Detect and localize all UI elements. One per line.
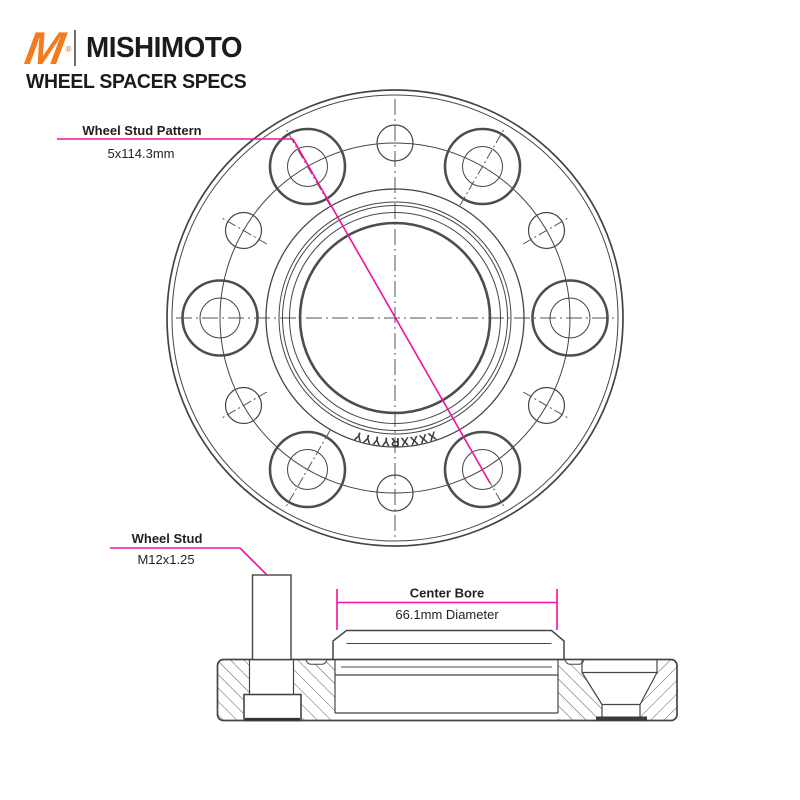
page-title: WHEEL SPACER SPECS: [26, 71, 247, 93]
etched-part-number: XXXXRYYYY: [351, 428, 439, 449]
wheel-stud-section: [244, 575, 301, 721]
stud-shaft: [253, 575, 292, 660]
relief-notches: [306, 660, 584, 665]
stud-pattern-value: 5x114.3mm: [107, 146, 175, 161]
wheel-stud-label: Wheel Stud: [131, 531, 203, 546]
brand-name: MISHIMOTO: [86, 31, 243, 64]
center-bore-value: 66.1mm Diameter: [395, 607, 499, 622]
mishimoto-m-icon: M ®: [21, 22, 70, 74]
stud-head: [244, 695, 301, 721]
registered-trademark: ®: [66, 45, 70, 54]
hub-boss-section: [333, 631, 564, 714]
stud-pattern-label: Wheel Stud Pattern: [82, 123, 202, 138]
wheel-stud-value: M12x1.25: [137, 552, 195, 567]
center-bore-label: Center Bore: [409, 585, 485, 601]
